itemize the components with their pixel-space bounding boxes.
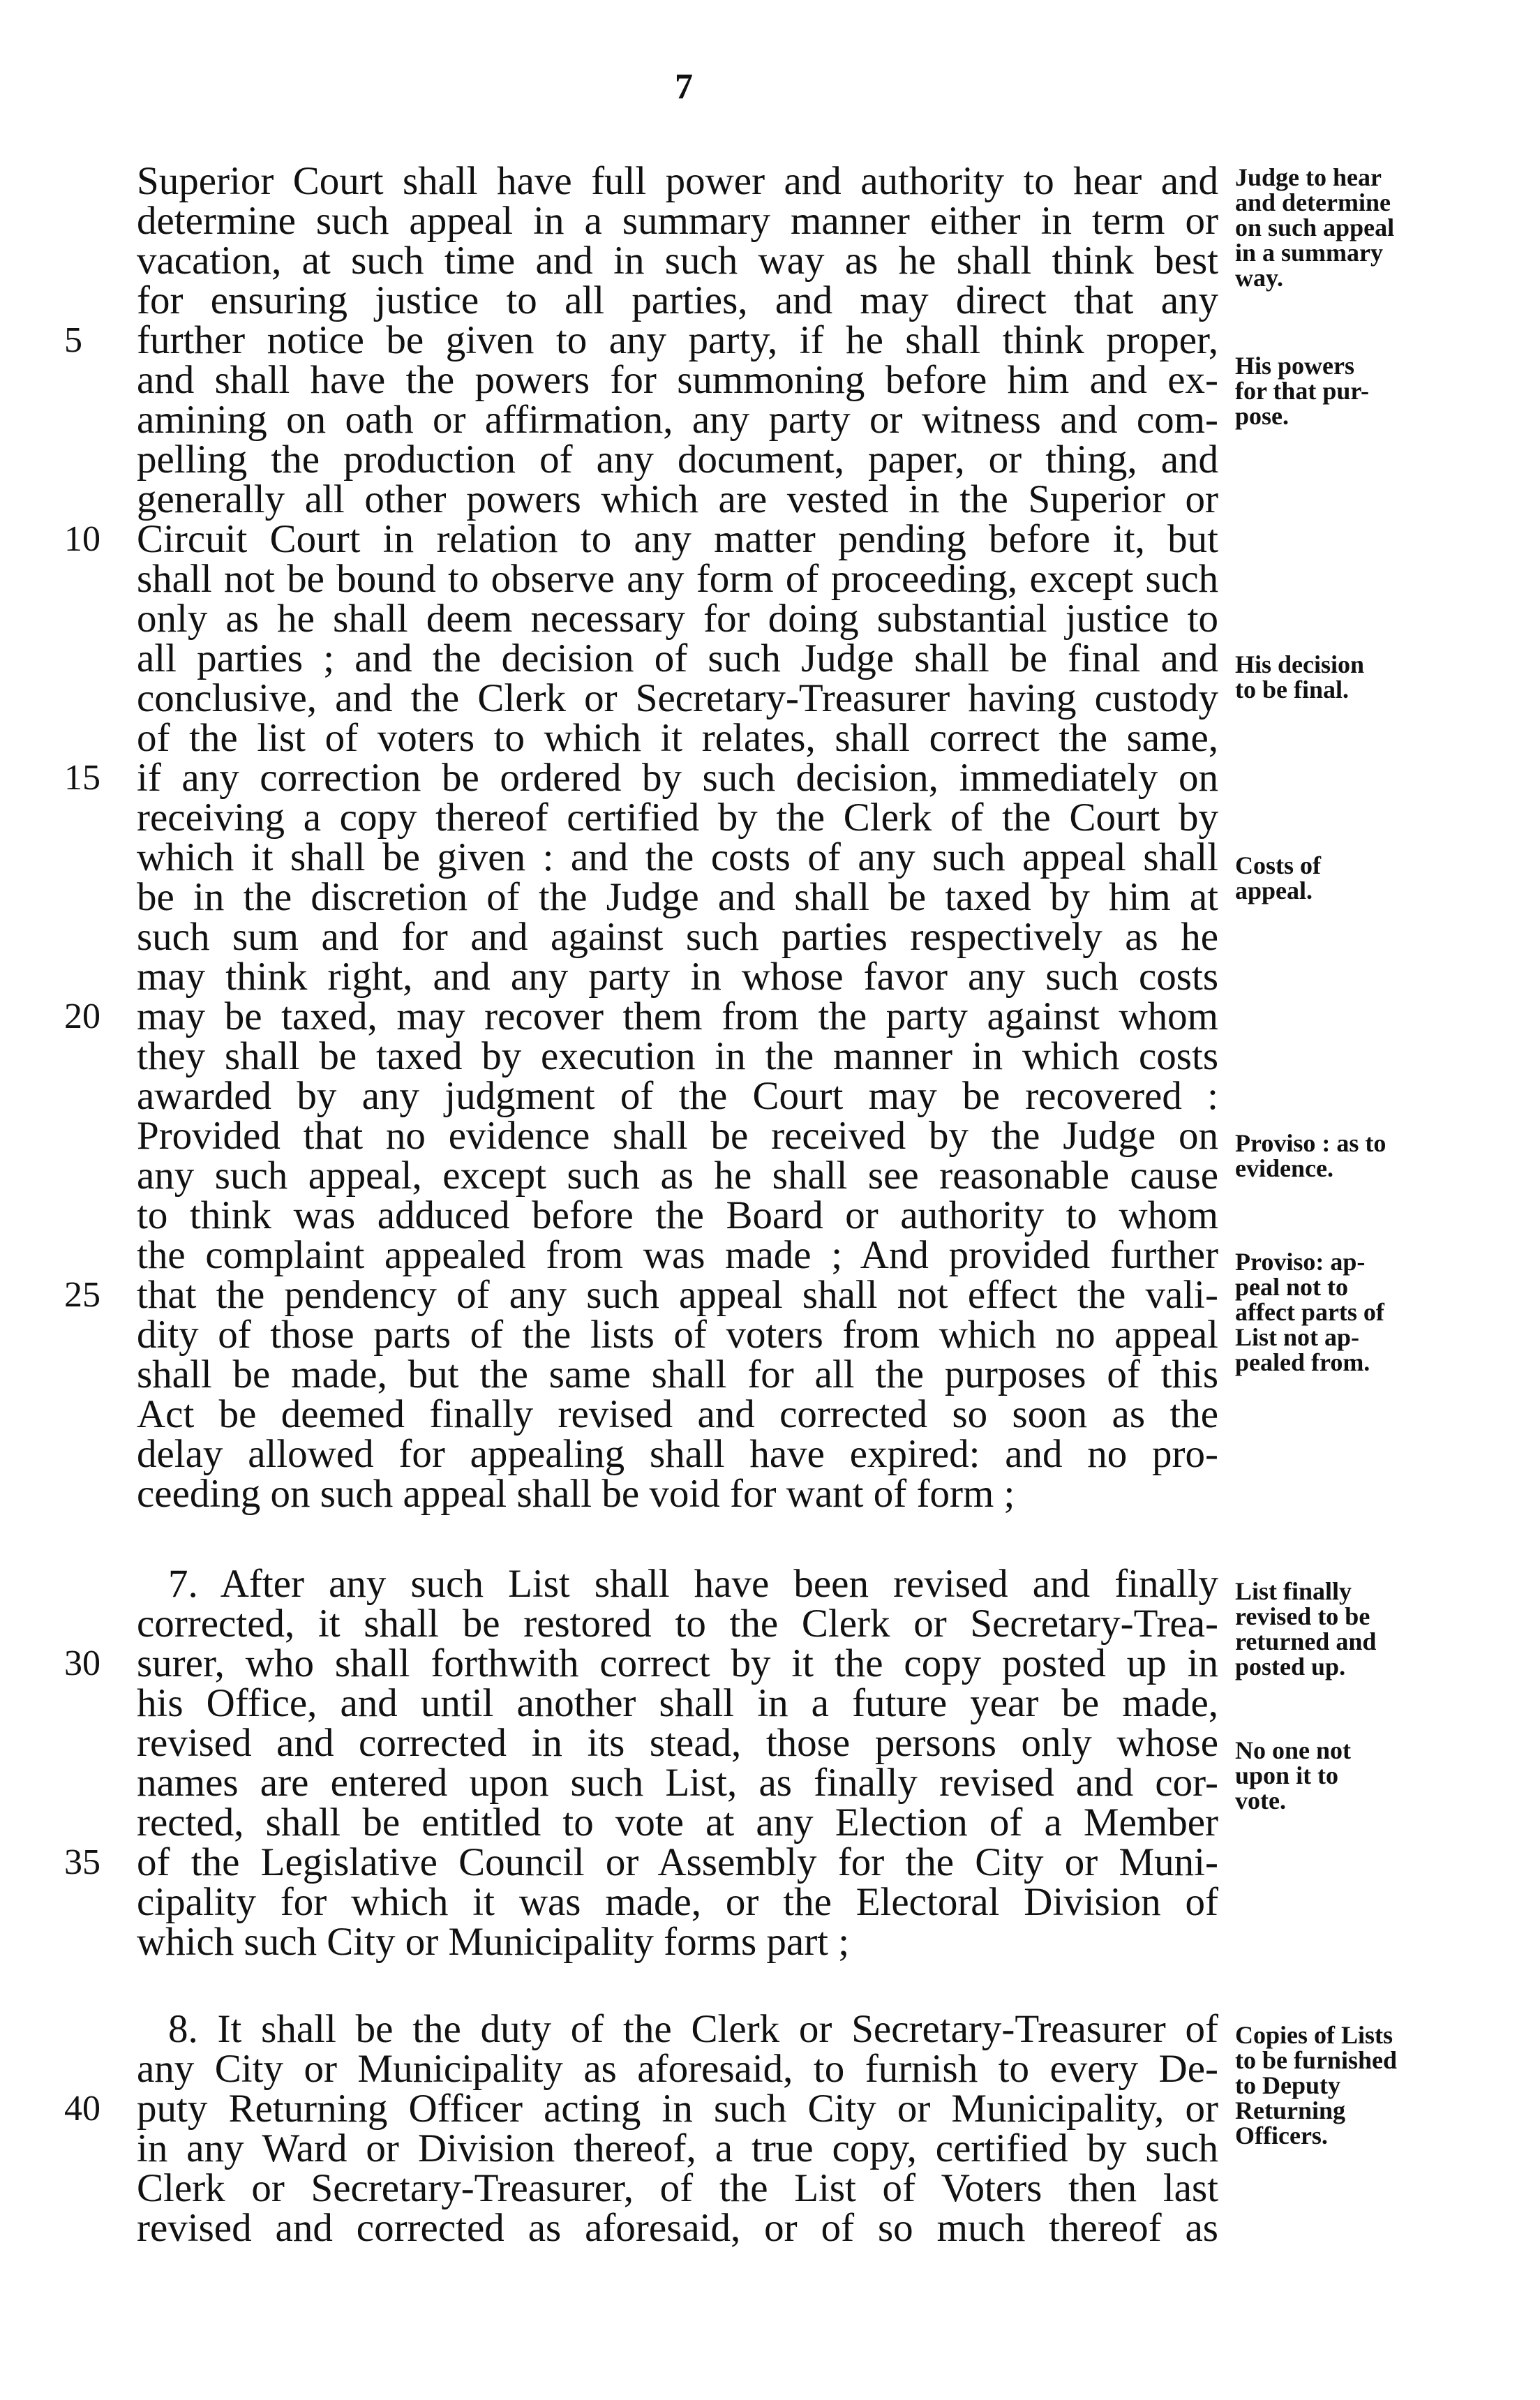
margin-note-line: Proviso: ap- bbox=[1235, 1248, 1366, 1276]
line-number: 40 bbox=[64, 2089, 100, 2129]
body-line: further notice be given to any party, if he shall think proper, bbox=[137, 318, 1218, 362]
body-line: such sum and for and against such parties respectively as he bbox=[137, 915, 1218, 959]
body-line: conclusive, and the Clerk or Secretary-Treasurer having custody bbox=[137, 676, 1218, 720]
body-line: shall be made, but the same shall for all the purposes of this bbox=[137, 1352, 1218, 1396]
body-line: 8. It shall be the duty of the Clerk or Secretary-Treasurer of bbox=[168, 2007, 1218, 2051]
body-line: any City or Municipality as aforesaid, to furnish to every De- bbox=[137, 2047, 1218, 2091]
body-line: of the Legislative Council or Assembly for the City or Muni- bbox=[137, 1840, 1218, 1884]
body-line: revised and corrected as aforesaid, or of so much thereof as bbox=[137, 2206, 1218, 2250]
margin-note-line: pose. bbox=[1235, 402, 1289, 430]
margin-note-line: Costs of bbox=[1235, 851, 1321, 879]
margin-note-line: and determine bbox=[1235, 188, 1391, 216]
body-line: generally all other powers which are vested in the Superior or bbox=[137, 477, 1218, 521]
body-line: the complaint appealed from was made ; And provided further bbox=[137, 1233, 1218, 1277]
margin-note-line: returned and bbox=[1235, 1627, 1377, 1655]
margin-note-line: to be furnished bbox=[1235, 2046, 1398, 2074]
body-line: pelling the production of any document, paper, or thing, and bbox=[137, 438, 1218, 482]
margin-note-line: vote. bbox=[1235, 1787, 1286, 1814]
body-line: Circuit Court in relation to any matter pending before it, but bbox=[137, 517, 1218, 561]
body-line: Clerk or Secretary-Treasurer, of the List of Voters then last bbox=[137, 2166, 1218, 2210]
body-line: surer, who shall forthwith correct by it the copy posted up in bbox=[137, 1641, 1218, 1685]
margin-note-line: pealed from. bbox=[1235, 1348, 1370, 1376]
line-number: 25 bbox=[64, 1275, 100, 1315]
margin-note-line: evidence. bbox=[1235, 1154, 1333, 1182]
body-line: amining on oath or affirmation, any party or witness and com- bbox=[137, 398, 1218, 442]
body-line: his Office, and until another shall in a future year be made, bbox=[137, 1681, 1218, 1725]
body-line: of the list of voters to which it relates, shall correct the same, bbox=[137, 716, 1218, 760]
margin-note-line: Proviso : as to bbox=[1235, 1129, 1386, 1157]
margin-note-line: Judge to hear bbox=[1235, 163, 1382, 191]
line-number: 5 bbox=[64, 320, 82, 360]
margin-note-line: peal not to bbox=[1235, 1273, 1348, 1301]
body-line: vacation, at such time and in such way as he shall think best bbox=[137, 239, 1218, 283]
body-line: puty Returning Officer acting in such City or Municipality, or bbox=[137, 2087, 1218, 2131]
body-line: which such City or Municipality forms part ; bbox=[137, 1920, 850, 1964]
body-line: revised and corrected in its stead, those persons only whose bbox=[137, 1721, 1218, 1765]
margin-note-line: List not ap- bbox=[1235, 1323, 1360, 1351]
body-line: only as he shall deem necessary for doing substantial justice to bbox=[137, 597, 1218, 641]
page-number: 7 bbox=[675, 67, 693, 107]
body-line: and shall have the powers for summoning before him and ex- bbox=[137, 358, 1218, 402]
margin-note-line: appeal. bbox=[1235, 877, 1313, 904]
body-line: that the pendency of any such appeal shall not effect the vali- bbox=[137, 1273, 1218, 1317]
line-number: 10 bbox=[64, 519, 100, 559]
body-line: be in the discretion of the Judge and shall be taxed by him at bbox=[137, 875, 1218, 919]
body-line: rected, shall be entitled to vote at any Election of a Member bbox=[137, 1801, 1218, 1844]
body-line: Act be deemed finally revised and corrected so soon as the bbox=[137, 1392, 1218, 1436]
body-line: names are entered upon such List, as finally revised and cor- bbox=[137, 1761, 1218, 1805]
body-line: shall not be bound to observe any form of proceeding, except such bbox=[137, 557, 1218, 601]
body-line: awarded by any judgment of the Court may be recovered : bbox=[137, 1074, 1218, 1118]
margin-note-line: for that pur- bbox=[1235, 377, 1369, 405]
body-line: delay allowed for appealing shall have expired: and no pro- bbox=[137, 1432, 1218, 1476]
margin-note-line: upon it to bbox=[1235, 1761, 1339, 1789]
body-line: if any correction be ordered by such decision, immediately on bbox=[137, 756, 1218, 800]
body-line: to think was adduced before the Board or authority to whom bbox=[137, 1193, 1218, 1237]
margin-note-line: Officers. bbox=[1235, 2122, 1328, 2149]
margin-note-line: in a summary bbox=[1235, 239, 1384, 267]
body-line: Provided that no evidence shall be received by the Judge on bbox=[137, 1114, 1218, 1158]
body-line: may think right, and any party in whose favor any such costs bbox=[137, 955, 1218, 999]
margin-note-line: List finally bbox=[1235, 1577, 1352, 1605]
body-line: corrected, it shall be restored to the Clerk or Secretary-Trea- bbox=[137, 1602, 1218, 1646]
body-line: ceeding on such appeal shall be void for want of form ; bbox=[137, 1472, 1015, 1516]
body-line: Superior Court shall have full power and authority to hear and bbox=[137, 159, 1218, 203]
margin-note-line: His decision bbox=[1235, 650, 1365, 678]
body-line: may be taxed, may recover them from the party against whom bbox=[137, 994, 1218, 1038]
margin-note-line: No one not bbox=[1235, 1736, 1352, 1764]
margin-note-line: to be final. bbox=[1235, 676, 1350, 703]
margin-note-line: revised to be bbox=[1235, 1602, 1370, 1630]
margin-note-line: His powers bbox=[1235, 352, 1354, 380]
margin-note-line: affect parts of bbox=[1235, 1298, 1384, 1326]
body-line: 7. After any such List shall have been revised and finally bbox=[168, 1562, 1218, 1606]
body-line: which it shall be given : and the costs of any such appeal shall bbox=[137, 835, 1218, 879]
body-line: they shall be taxed by execution in the manner in which costs bbox=[137, 1034, 1218, 1078]
margin-note-line: way. bbox=[1235, 264, 1284, 292]
body-line: for ensuring justice to all parties, and may direct that any bbox=[137, 278, 1218, 322]
margin-note-line: Copies of Lists bbox=[1235, 2021, 1393, 2049]
body-line: in any Ward or Division thereof, a true copy, certified by such bbox=[137, 2126, 1218, 2170]
line-number: 30 bbox=[64, 1644, 100, 1683]
body-line: determine such appeal in a summary manner either in term or bbox=[137, 199, 1218, 243]
body-line: dity of those parts of the lists of voters from which no appeal bbox=[137, 1313, 1218, 1357]
body-line: all parties ; and the decision of such Judge shall be final and bbox=[137, 636, 1218, 680]
margin-note-line: posted up. bbox=[1235, 1653, 1346, 1680]
line-number: 15 bbox=[64, 758, 100, 798]
body-line: cipality for which it was made, or the Electoral Division of bbox=[137, 1880, 1218, 1924]
body-line: any such appeal, except such as he shall see reasonable cause bbox=[137, 1154, 1218, 1198]
margin-note-line: to Deputy bbox=[1235, 2071, 1340, 2099]
line-number: 35 bbox=[64, 1842, 100, 1882]
margin-note-line: on such appeal bbox=[1235, 214, 1395, 241]
body-line: receiving a copy thereof certified by the Clerk of the Court by bbox=[137, 796, 1218, 840]
line-number: 20 bbox=[64, 997, 100, 1036]
margin-note-line: Returning bbox=[1235, 2096, 1346, 2124]
